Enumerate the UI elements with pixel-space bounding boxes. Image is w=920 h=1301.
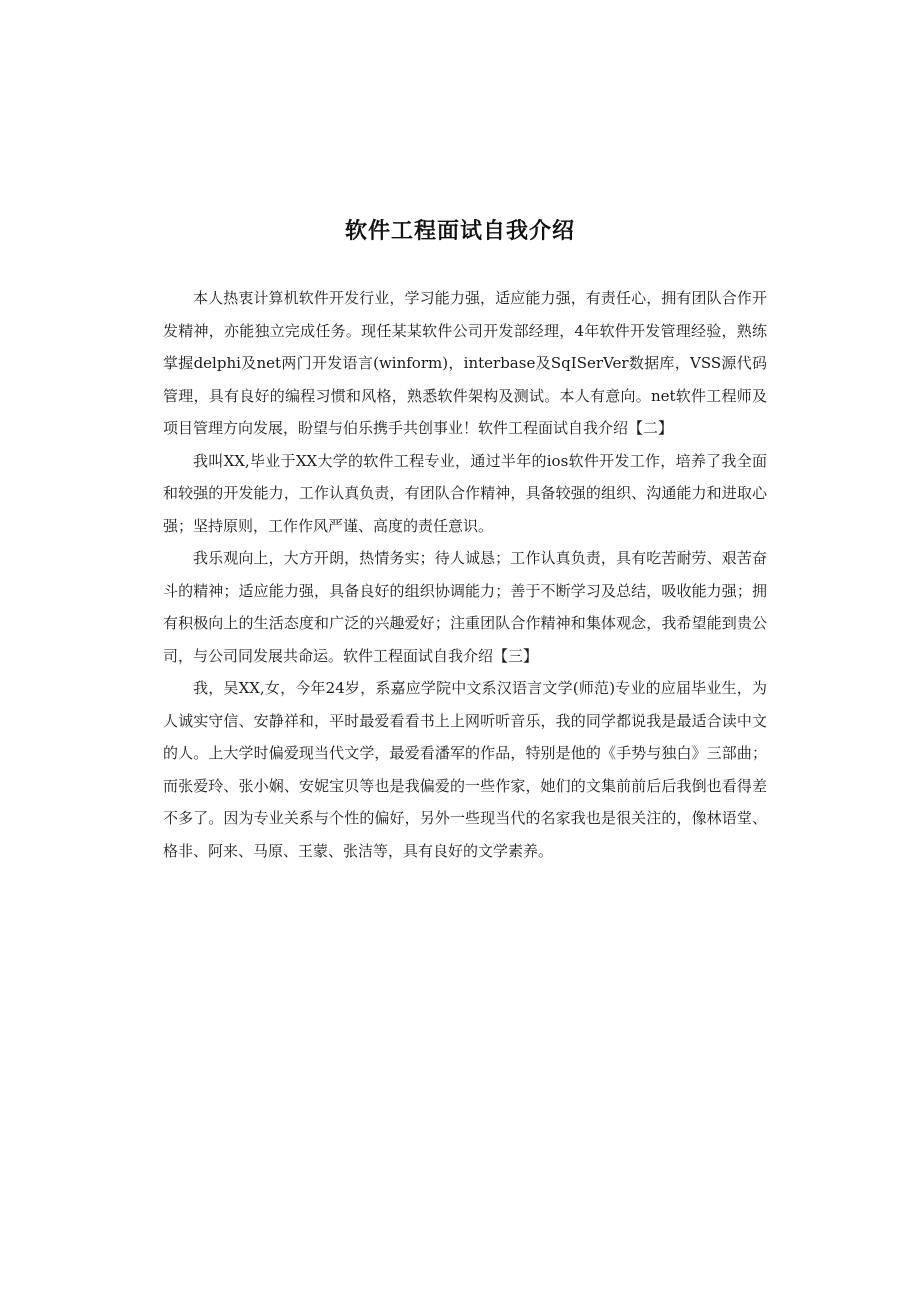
paragraph-1: 本人热衷计算机软件开发行业，学习能力强，适应能力强，有责任心，拥有团队合作开发精神，亦能独立完成任务。现任某某软件公司开发部经理，4年软件开发管理经验，熟练掌握delphi及net两门开发语言(winform)，interbase及SqISerVer数据库，VSS源代码管理，具有良好的编程习惯和风格，熟悉软件架构及测试。本人有意向。net软件工程师及项目管理方向发展，盼望与伯乐携手共创事业！软件工程面试自我介绍【二】 [163,289,767,437]
document-title: 软件工程面试自我介绍 [344,219,575,244]
document-body [163,282,767,867]
paragraph-4: 我，吴XX,女，今年24岁，系嘉应学院中文系汉语言文学(师范)专业的应届毕业生，为人诚实守信、安静祥和，平时最爱看看书上上网听听音乐，我的同学都说我是最适合读中文的人。上大学时偏爱现当代文学，最爱看潘军的作品，特别是他的《手势与独白》三部曲；而张爱玲、张小娴、安妮宝贝等也是我偏爱的一些作家，她们的文集前前后后我倒也看得差不多了。因为专业关系与个性的偏好，另外一些现当代的名家我也是很关注的，像林语堂、格非、阿来、马原、王蒙、张洁等，具有良好的文学素养。 [163,679,767,860]
paragraph-3: 我乐观向上，大方开朗，热情务实；待人诚恳；工作认真负责，具有吃苦耐劳、艰苦奋斗的精神；适应能力强，具备良好的组织协调能力；善于不断学习及总结，吸收能力强；拥有积极向上的生活态度和广泛的兴趣爱好；注重团队合作精神和集体观念，我希望能到贵公司，与公司同发展共命运。软件工程面试自我介绍【三】 [163,549,767,665]
paragraph-2: 我叫XX,毕业于XX大学的软件工程专业，通过半年的ios软件开发工作，培养了我全面和较强的开发能力，工作认真负责，有团队合作精神，具备较强的组织、沟通能力和进取心强；坚持原则，工作作风严谨、高度的责任意识。 [163,451,767,535]
